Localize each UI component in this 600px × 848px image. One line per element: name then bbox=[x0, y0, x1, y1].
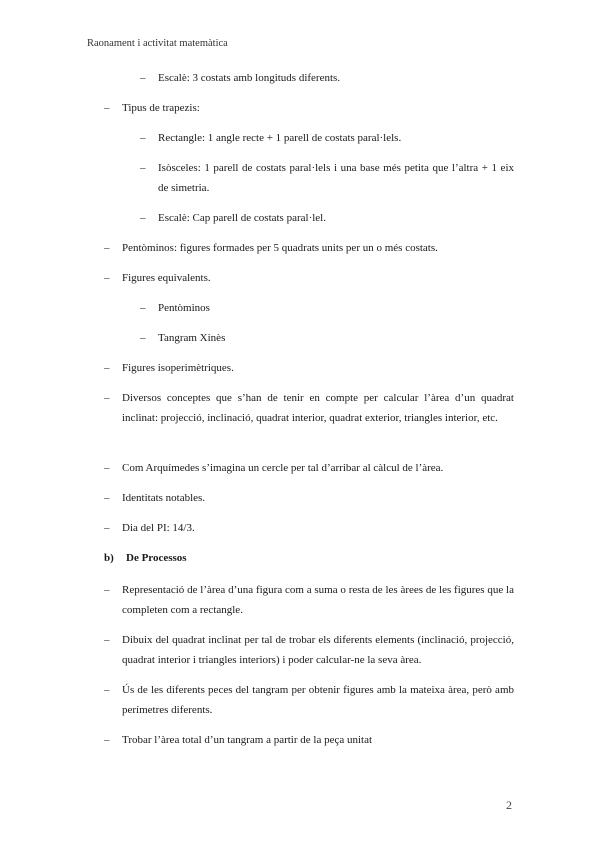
list-item-text: Tangram Xinès bbox=[158, 332, 226, 344]
list-item-text: Escalè: 3 costats amb longituds diferents. bbox=[158, 72, 341, 84]
list-item-text: Figures isoperimètriques. bbox=[122, 362, 234, 374]
list-item-text: Trobar l’àrea total d’un tangram a partir de la peça unitat bbox=[122, 734, 373, 746]
list-item-text: Dibuix del quadrat inclinat per tal de trobar els diferents elements (inclinació, projecció, quadrat interior i triangles interiors) i poder calcular-ne la seva àrea. bbox=[122, 634, 514, 666]
list-dash: – bbox=[104, 362, 110, 374]
list-item-text: Pentòminos: figures formades per 5 quadrats units per un o més costats. bbox=[122, 242, 438, 254]
list-dash: – bbox=[104, 634, 110, 646]
list-item-text: Pentòminos bbox=[158, 302, 210, 314]
list-item-text: Diversos conceptes que s’han de tenir en compte per calcular l’àrea d’un quadrat inclinat: projecció, inclinació, quadrat interior, quadrat exterior, triangles interior, etc. bbox=[122, 392, 514, 424]
list-dash: – bbox=[140, 332, 146, 344]
section-label: b) bbox=[104, 552, 114, 564]
list-dash: – bbox=[140, 132, 146, 144]
list-dash: – bbox=[104, 684, 110, 696]
list-dash: – bbox=[104, 584, 110, 596]
list-item-text: Figures equivalents. bbox=[122, 272, 211, 284]
list-item-text: Com Arquímedes s’imagina un cercle per tal d’arribar al càlcul de l’àrea. bbox=[122, 462, 444, 474]
list-item-text: Escalè: Cap parell de costats paral·lel. bbox=[158, 212, 326, 224]
list-dash: – bbox=[104, 522, 110, 534]
list-dash: – bbox=[104, 242, 110, 254]
section-title: De Processos bbox=[126, 552, 187, 564]
section-heading bbox=[104, 548, 187, 568]
list-dash: – bbox=[104, 462, 110, 474]
list-item-text: Isòsceles: 1 parell de costats paral·lels i una base més petita que l’altra + 1 eix de simetria. bbox=[158, 162, 514, 194]
list-dash: – bbox=[140, 302, 146, 314]
list-dash: – bbox=[140, 162, 146, 174]
list-item-text: Rectangle: 1 angle recte + 1 parell de costats paral·lels. bbox=[158, 132, 402, 144]
running-header: Raonament i activitat matemàtica bbox=[87, 38, 228, 49]
page-number: 2 bbox=[506, 798, 512, 812]
list-item-text: Representació de l’àrea d’una figura com a suma o resta de les àrees de les figures que la completen com a rectangle. bbox=[122, 584, 514, 616]
list-item-text: Identitats notables. bbox=[122, 492, 206, 504]
list-dash: – bbox=[104, 272, 110, 284]
list-dash: – bbox=[104, 392, 110, 404]
list-dash: – bbox=[104, 734, 110, 746]
list-dash: – bbox=[104, 102, 110, 114]
list-item-text: Tipus de trapezis: bbox=[122, 102, 200, 114]
list-dash: – bbox=[104, 492, 110, 504]
list-dash: – bbox=[140, 212, 146, 224]
list-item-text: Ús de les diferents peces del tangram per obtenir figures amb la mateixa àrea, però amb perímetres diferents. bbox=[122, 684, 514, 716]
list-dash: – bbox=[140, 72, 146, 84]
list-item-text: Dia del PI: 14/3. bbox=[122, 522, 195, 534]
